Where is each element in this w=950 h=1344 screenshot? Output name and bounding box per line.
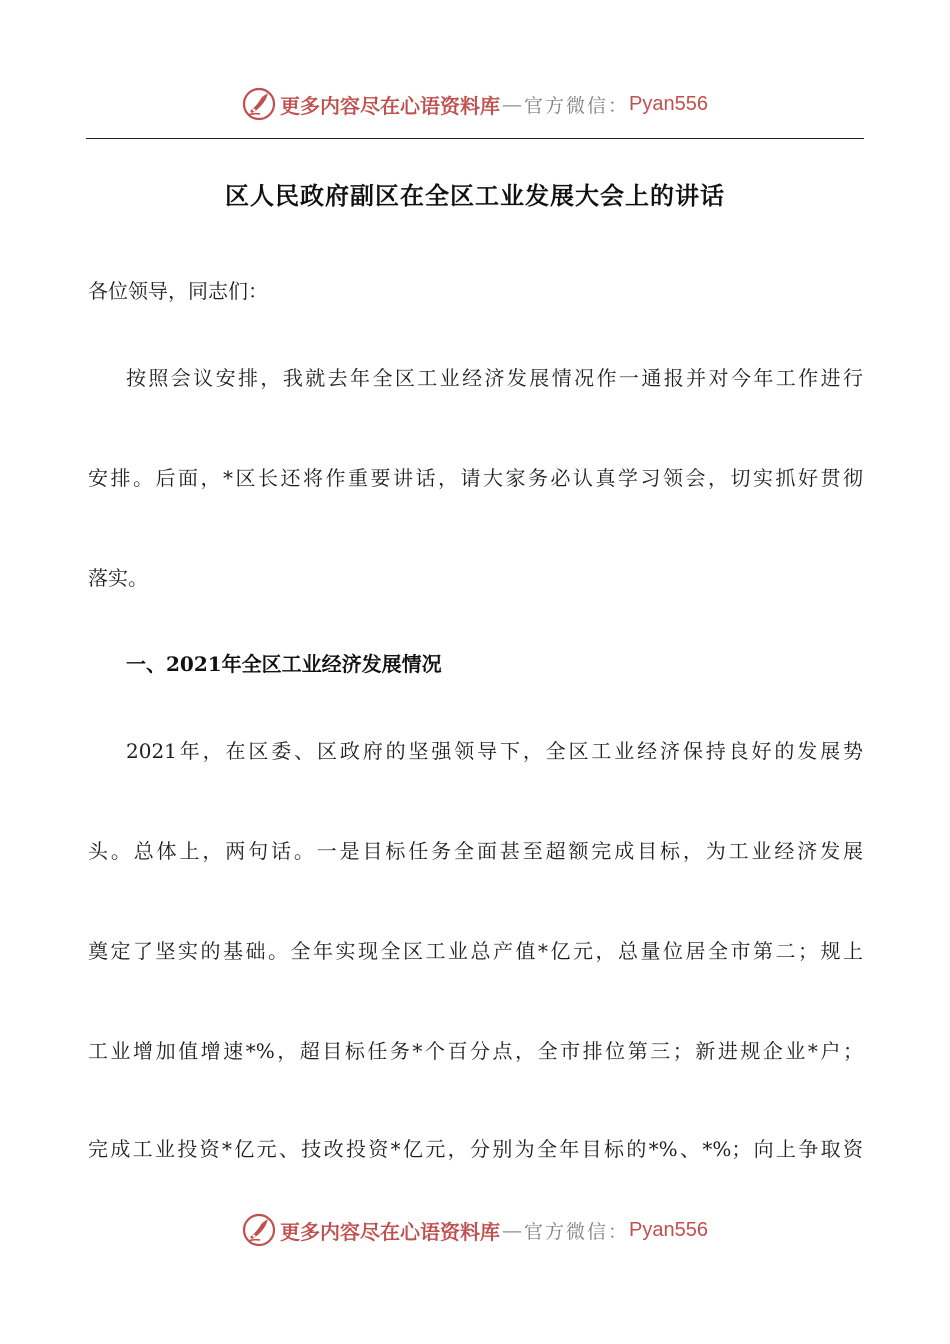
banner-brand-text: 更多内容尽在心语资料库: [280, 93, 500, 118]
banner-dash: —: [502, 92, 522, 116]
footer-banner: [0, 1210, 950, 1250]
document-title: 区人民政府副区在全区工业发展大会上的讲话: [225, 181, 725, 210]
paragraph-line: 安排。后面，*区长还将作重要讲话，请大家务必认真学习领会，切实抓好贯彻: [88, 466, 863, 490]
paragraph-line: 头。总体上，两句话。一是目标任务全面甚至超额完成目标，为工业经济发展: [88, 839, 863, 863]
banner-dash: —: [502, 1218, 522, 1242]
banner-wechat-id: Pyan556: [629, 1218, 708, 1241]
paragraph-line: 按照会议安排，我就去年全区工业经济发展情况作一通报并对今年工作进行: [126, 366, 863, 390]
section-heading: 一、2021年全区工业经济发展情况: [126, 652, 442, 676]
paragraph-line: 工业增加值增速*%，超目标任务*个百分点，全市排位第三；新进规企业*户；: [88, 1039, 863, 1063]
header-divider: [86, 138, 864, 139]
pen-nib-circle-icon: [242, 87, 276, 121]
salutation: 各位领导，同志们：: [88, 279, 268, 303]
paragraph-line: 落实。: [88, 566, 148, 590]
pen-nib-circle-icon: [242, 1213, 276, 1247]
paragraph-line: 完成工业投资*亿元、技改投资*亿元，分别为全年目标的*%、*%；向上争取资: [88, 1137, 863, 1161]
banner-official-label: 官方微信：: [524, 1220, 630, 1243]
header-banner: [0, 84, 950, 124]
banner-official-label: 官方微信：: [524, 94, 630, 117]
paragraph-line: 2021年，在区委、区政府的坚强领导下，全区工业经济保持良好的发展势: [126, 739, 863, 763]
paragraph-line: 奠定了坚实的基础。全年实现全区工业总产值*亿元，总量位居全市第二；规上: [88, 939, 863, 963]
banner-brand-text: 更多内容尽在心语资料库: [280, 1219, 500, 1244]
banner-wechat-id: Pyan556: [629, 92, 708, 115]
